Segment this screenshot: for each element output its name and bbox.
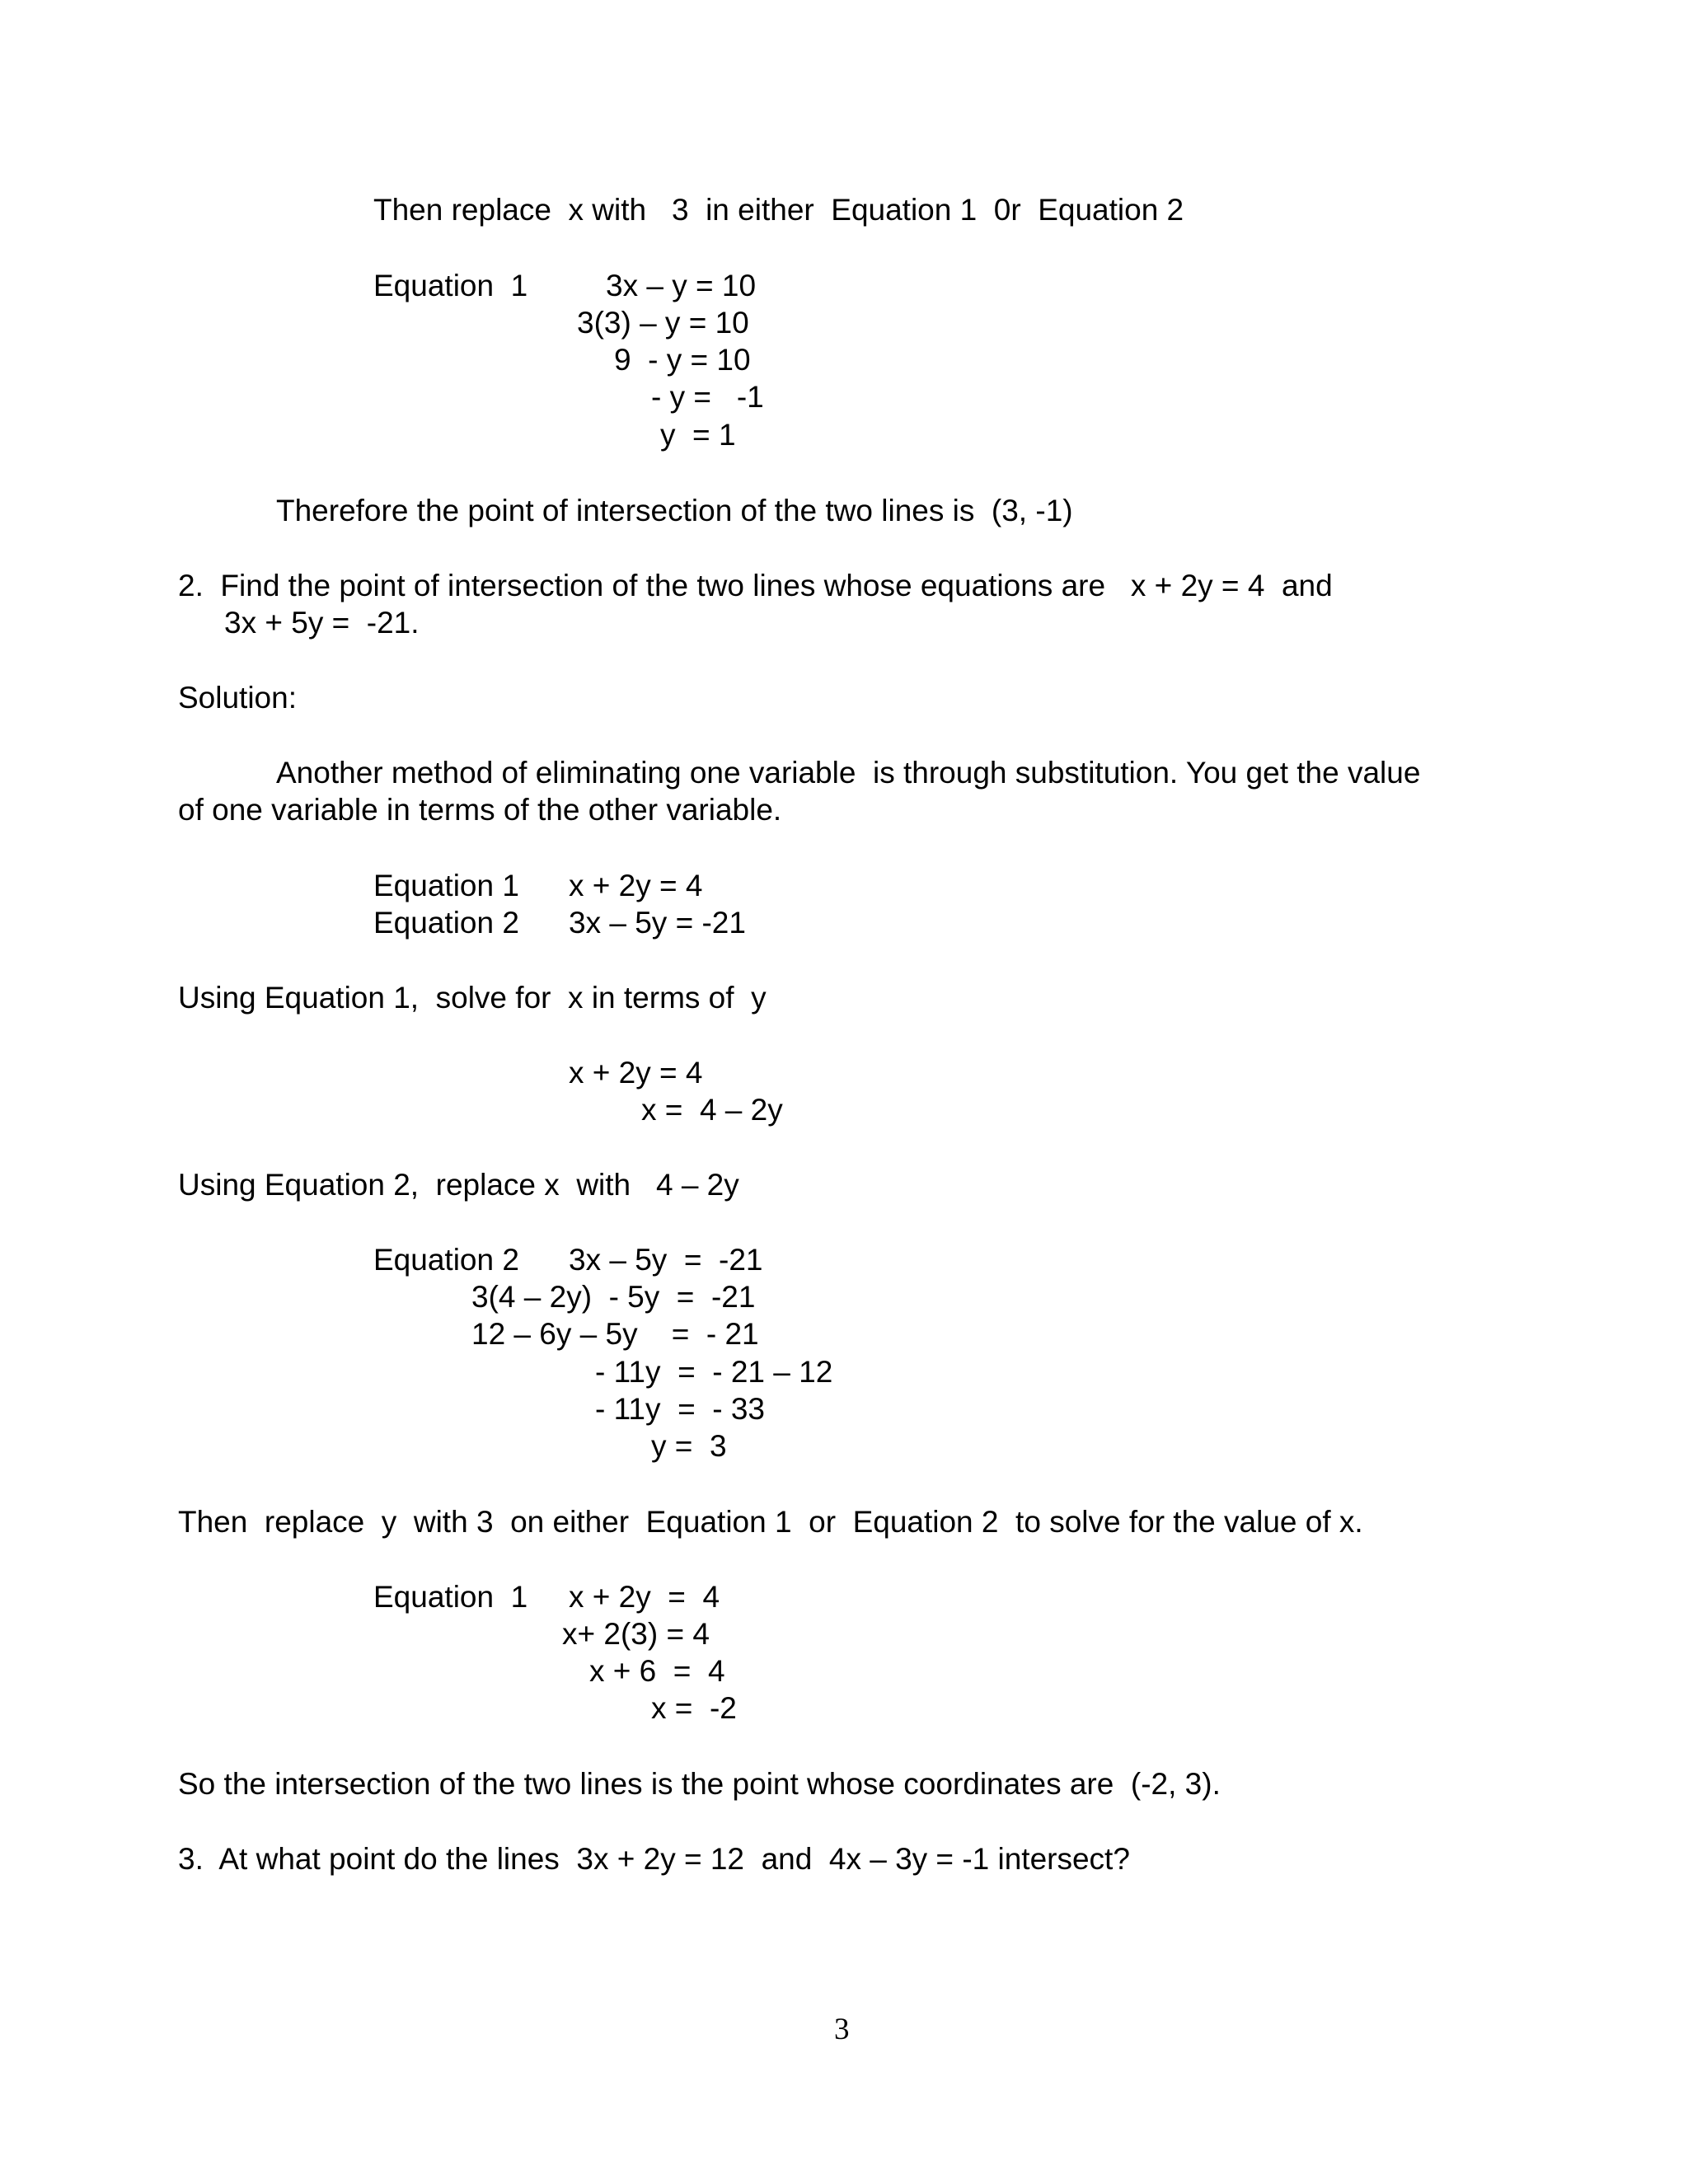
problem-3-question: 3. At what point do the lines 3x + 2y = 12 and 4x – 3y = -1 intersect? <box>178 1842 1130 1876</box>
equation-1-label: Equation 1 <box>373 269 528 302</box>
step-line: 3x – y = 10 <box>606 269 757 302</box>
equation-1-label: Equation 1 <box>373 869 519 902</box>
then-replace-y-line: Then replace y with 3 on either Equation 1 or Equation 2 to solve for the value of x. <box>178 1505 1363 1539</box>
substitution-intro-line-1: Another method of eliminating one variable is through substitution. You get the value <box>276 756 1421 790</box>
equation-1-label: Equation 1 <box>373 1580 528 1614</box>
step-line: x + 2y = 4 <box>569 1580 720 1614</box>
equation-2: 3x – 5y = -21 <box>569 906 746 940</box>
solution-label: Solution: <box>178 681 297 715</box>
first-conclusion: Therefore the point of intersection of the two lines is (3, -1) <box>276 494 1073 527</box>
equation-1: x + 2y = 4 <box>569 869 703 902</box>
problem-2-line-1: 2. Find the point of intersection of the two lines whose equations are x + 2y = 4 and <box>178 569 1333 602</box>
second-conclusion: So the intersection of the two lines is the point whose coordinates are (-2, 3). <box>178 1767 1221 1801</box>
problem-2-line-2: 3x + 5y = -21. <box>224 606 420 640</box>
equation-2-label: Equation 2 <box>373 906 519 940</box>
step-line: x = 4 – 2y <box>641 1093 783 1127</box>
step-line: x = -2 <box>651 1691 737 1725</box>
step-line: - 11y = - 21 – 12 <box>595 1355 833 1389</box>
page-number: 3 <box>834 2013 850 2046</box>
step-line: 3x – 5y = -21 <box>569 1243 763 1277</box>
step-line: x+ 2(3) = 4 <box>562 1617 710 1651</box>
step-line: x + 2y = 4 <box>569 1056 703 1090</box>
using-equation-2-line: Using Equation 2, replace x with 4 – 2y <box>178 1168 739 1202</box>
step-line: - 11y = - 33 <box>595 1392 765 1426</box>
equation-2-label: Equation 2 <box>373 1243 519 1277</box>
step-line: y = 3 <box>651 1429 727 1463</box>
step-line: 12 – 6y – 5y = - 21 <box>471 1317 759 1351</box>
step-line: 3(4 – 2y) - 5y = -21 <box>471 1280 756 1314</box>
step-line: x + 6 = 4 <box>589 1654 725 1688</box>
step-line: 3(3) – y = 10 <box>577 306 749 340</box>
step-line: - y = -1 <box>651 380 764 414</box>
replace-x-instruction: Then replace x with 3 in either Equation 1 0r Equation 2 <box>373 193 1184 227</box>
step-line: y = 1 <box>660 418 736 452</box>
substitution-intro-line-2: of one variable in terms of the other variable. <box>178 793 782 827</box>
using-equation-1-line: Using Equation 1, solve for x in terms of y <box>178 981 767 1015</box>
step-line: 9 - y = 10 <box>614 343 751 377</box>
